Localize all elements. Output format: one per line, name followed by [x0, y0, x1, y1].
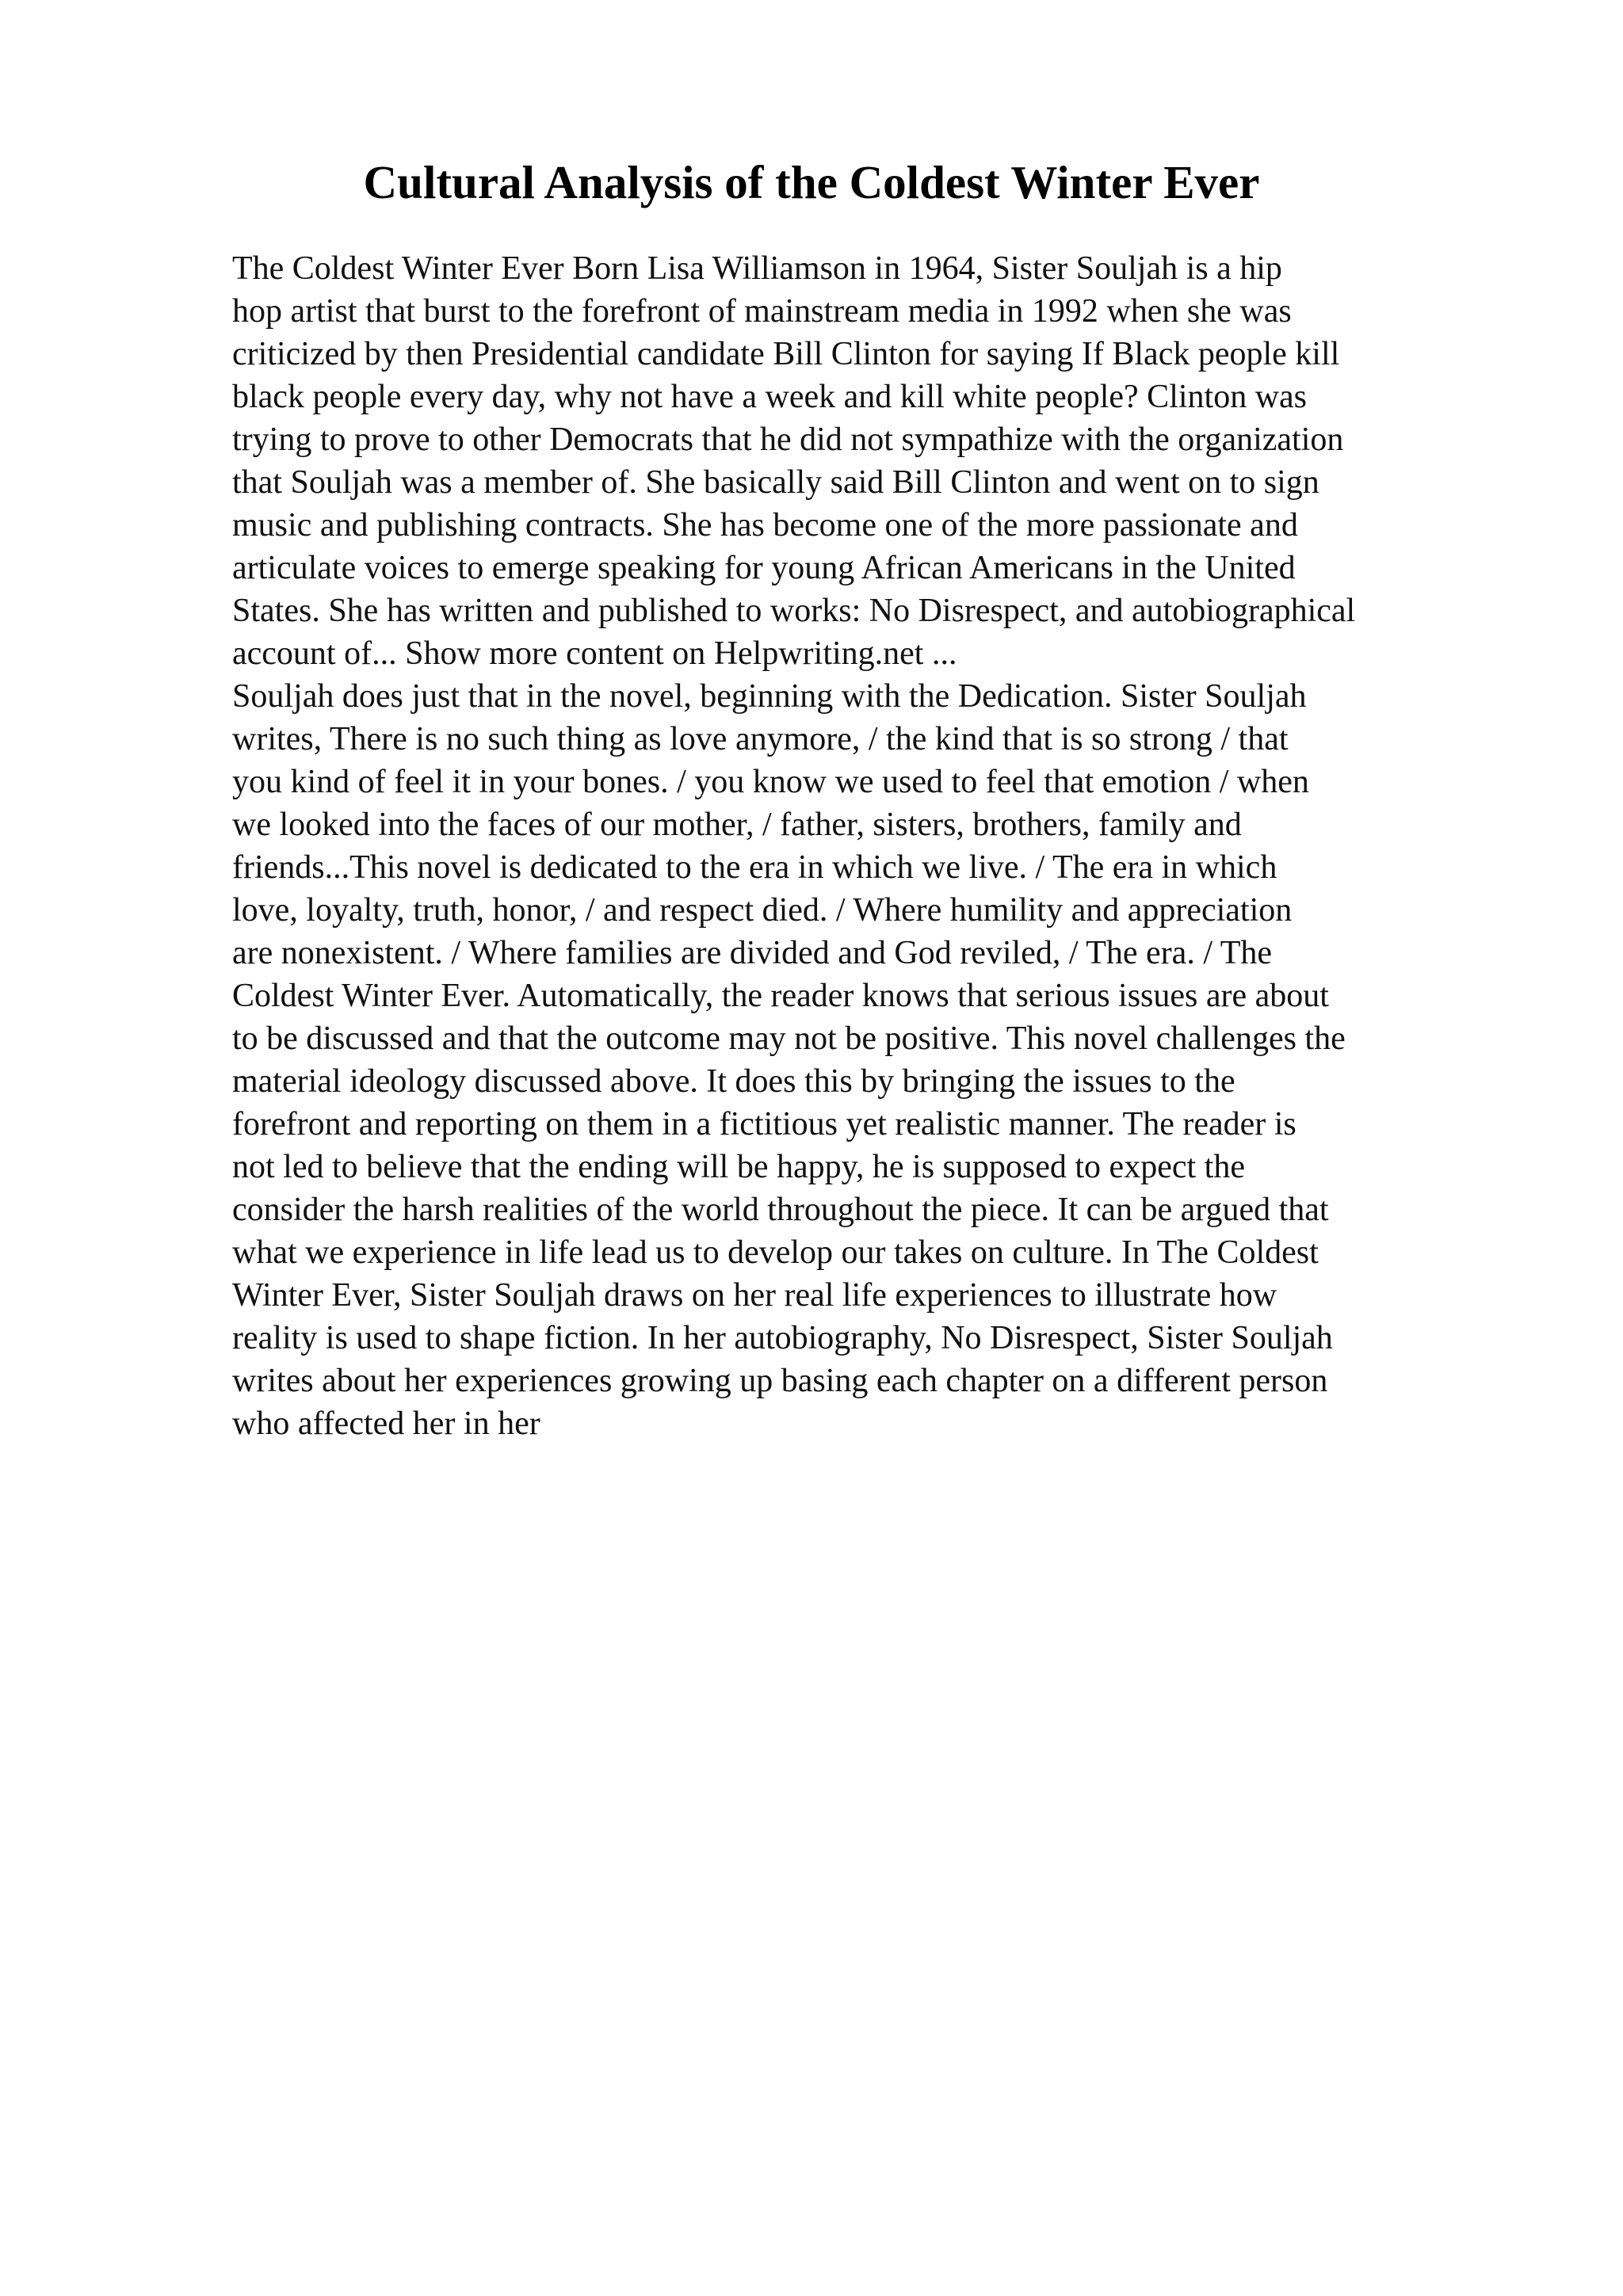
text-line: The Coldest Winter Ever Born Lisa Williamson in 1964, Sister Souljah is a hip: [232, 250, 1282, 287]
text-line: who affected her in her: [232, 1405, 540, 1442]
text-line: are nonexistent. / Where families are divided and God reviled, / The era. / The: [232, 935, 1273, 971]
text-line: we looked into the faces of our mother, / father, sisters, brothers, family and: [232, 807, 1242, 843]
document-title: Cultural Analysis of the Coldest Winter Ever: [363, 156, 1260, 208]
text-line: trying to prove to other Democrats that he did not sympathize with the organization: [232, 421, 1344, 458]
text-line: States. She has written and published to works: No Disrespect, and autobiographical: [232, 593, 1356, 629]
text-line: Coldest Winter Ever. Automatically, the reader knows that serious issues are about: [232, 978, 1329, 1014]
text-line: not led to believe that the ending will be happy, he is supposed to expect the: [232, 1149, 1245, 1185]
text-line: you kind of feel it in your bones. / you know we used to feel that emotion / when: [232, 764, 1309, 800]
text-line: black people every day, why not have a week and kill white people? Clinton was: [232, 379, 1308, 415]
text-line: reality is used to shape fiction. In her autobiography, No Disrespect, Sister Souljah: [232, 1320, 1333, 1356]
document-body: [232, 247, 1500, 1445]
text-line: material ideology discussed above. It does this by bringing the issues to the: [232, 1063, 1235, 1100]
text-line: writes about her experiences growing up basing each chapter on a different person: [232, 1363, 1328, 1399]
text-line: Winter Ever, Sister Souljah draws on her real life experiences to illustrate how: [232, 1277, 1277, 1314]
text-line: forefront and reporting on them in a fictitious yet realistic manner. The reader is: [232, 1106, 1296, 1142]
text-line: writes, There is no such thing as love anymore, / the kind that is so strong / that: [232, 721, 1289, 757]
text-line: criticized by then Presidential candidate Bill Clinton for saying If Black people kill: [232, 336, 1340, 372]
text-line: friends...This novel is dedicated to the era in which we live. / The era in which: [232, 849, 1277, 886]
text-line: music and publishing contracts. She has become one of the more passionate and: [232, 507, 1298, 543]
text-line: love, loyalty, truth, honor, / and respect died. / Where humility and appreciation: [232, 892, 1293, 929]
text-line: what we experience in life lead us to develop our takes on culture. In The Coldest: [232, 1234, 1319, 1271]
text-line: that Souljah was a member of. She basically said Bill Clinton and went on to sign: [232, 464, 1319, 501]
text-line: to be discussed and that the outcome may not be positive. This novel challenges the: [232, 1020, 1346, 1057]
text-line: consider the harsh realities of the world throughout the piece. It can be argued that: [232, 1192, 1329, 1228]
text-line: account of... Show more content on Helpwriting.net ...: [232, 635, 957, 672]
text-line: Souljah does just that in the novel, beginning with the Dedication. Sister Souljah: [232, 678, 1307, 715]
text-line: hop artist that burst to the forefront of mainstream media in 1992 when she was: [232, 293, 1292, 330]
text-line: articulate voices to emerge speaking for young African Americans in the United: [232, 550, 1296, 586]
